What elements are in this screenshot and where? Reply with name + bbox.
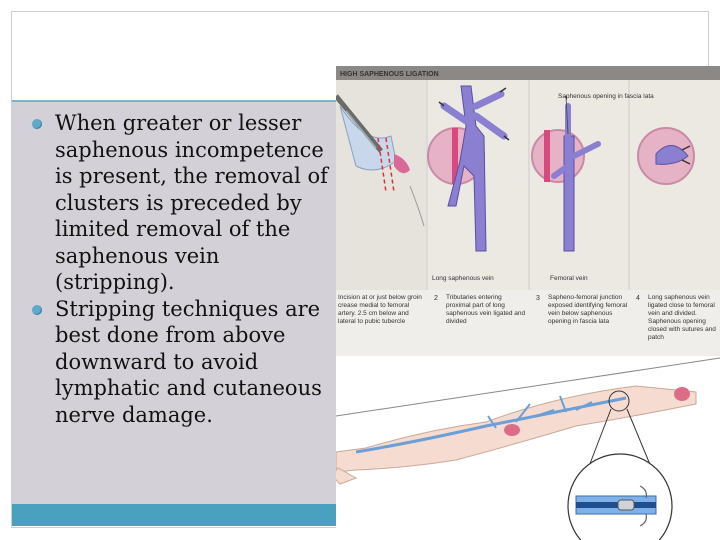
saphenous-ligation-figure	[336, 66, 720, 368]
leg-stripping-figure	[336, 356, 720, 540]
bullet-icon	[32, 119, 42, 129]
bullet-item	[20, 296, 338, 429]
step-4-number: 4	[636, 295, 640, 302]
step-2-number: 2	[434, 295, 438, 302]
label-femoral-vein: Femoral vein	[550, 275, 588, 282]
step-1-text: Incision at or just below groin crease medial to femoral artery. 2.5 cm below and lateral to pubic tubercle	[338, 294, 422, 325]
step-3-number: 3	[536, 295, 540, 302]
bullet-text: Stripping techniques are best done from above downward to avoid lymphatic and cutaneous nerve damage.	[55, 296, 322, 427]
step-3-text: Sapheno-femoral junction exposed identifying femoral vein below saphenous opening in fascia lata	[548, 294, 628, 325]
bullet-item	[20, 110, 338, 296]
bullet-icon	[32, 305, 42, 315]
bullet-text: When greater or lesser saphenous incompetence is present, the removal of clusters is preceded by limited removal of the saphenous vein (stripping).	[55, 111, 328, 294]
step-4-text: Long saphenous vein ligated close to femoral vein and divided. Saphenous opening closed with sutures and patch	[648, 294, 716, 341]
label-saphenous-opening: Saphenous opening in fascia lata	[558, 93, 654, 100]
panel-closure	[638, 128, 694, 184]
figure-header: HIGH SAPHENOUS LIGATION	[340, 71, 439, 78]
bullet-list	[20, 110, 338, 428]
step-2-text: Tributaries entering proximal part of long saphenous vein ligated and divided	[446, 294, 526, 325]
label-long-saphenous-vein: Long saphenous vein	[432, 275, 494, 282]
